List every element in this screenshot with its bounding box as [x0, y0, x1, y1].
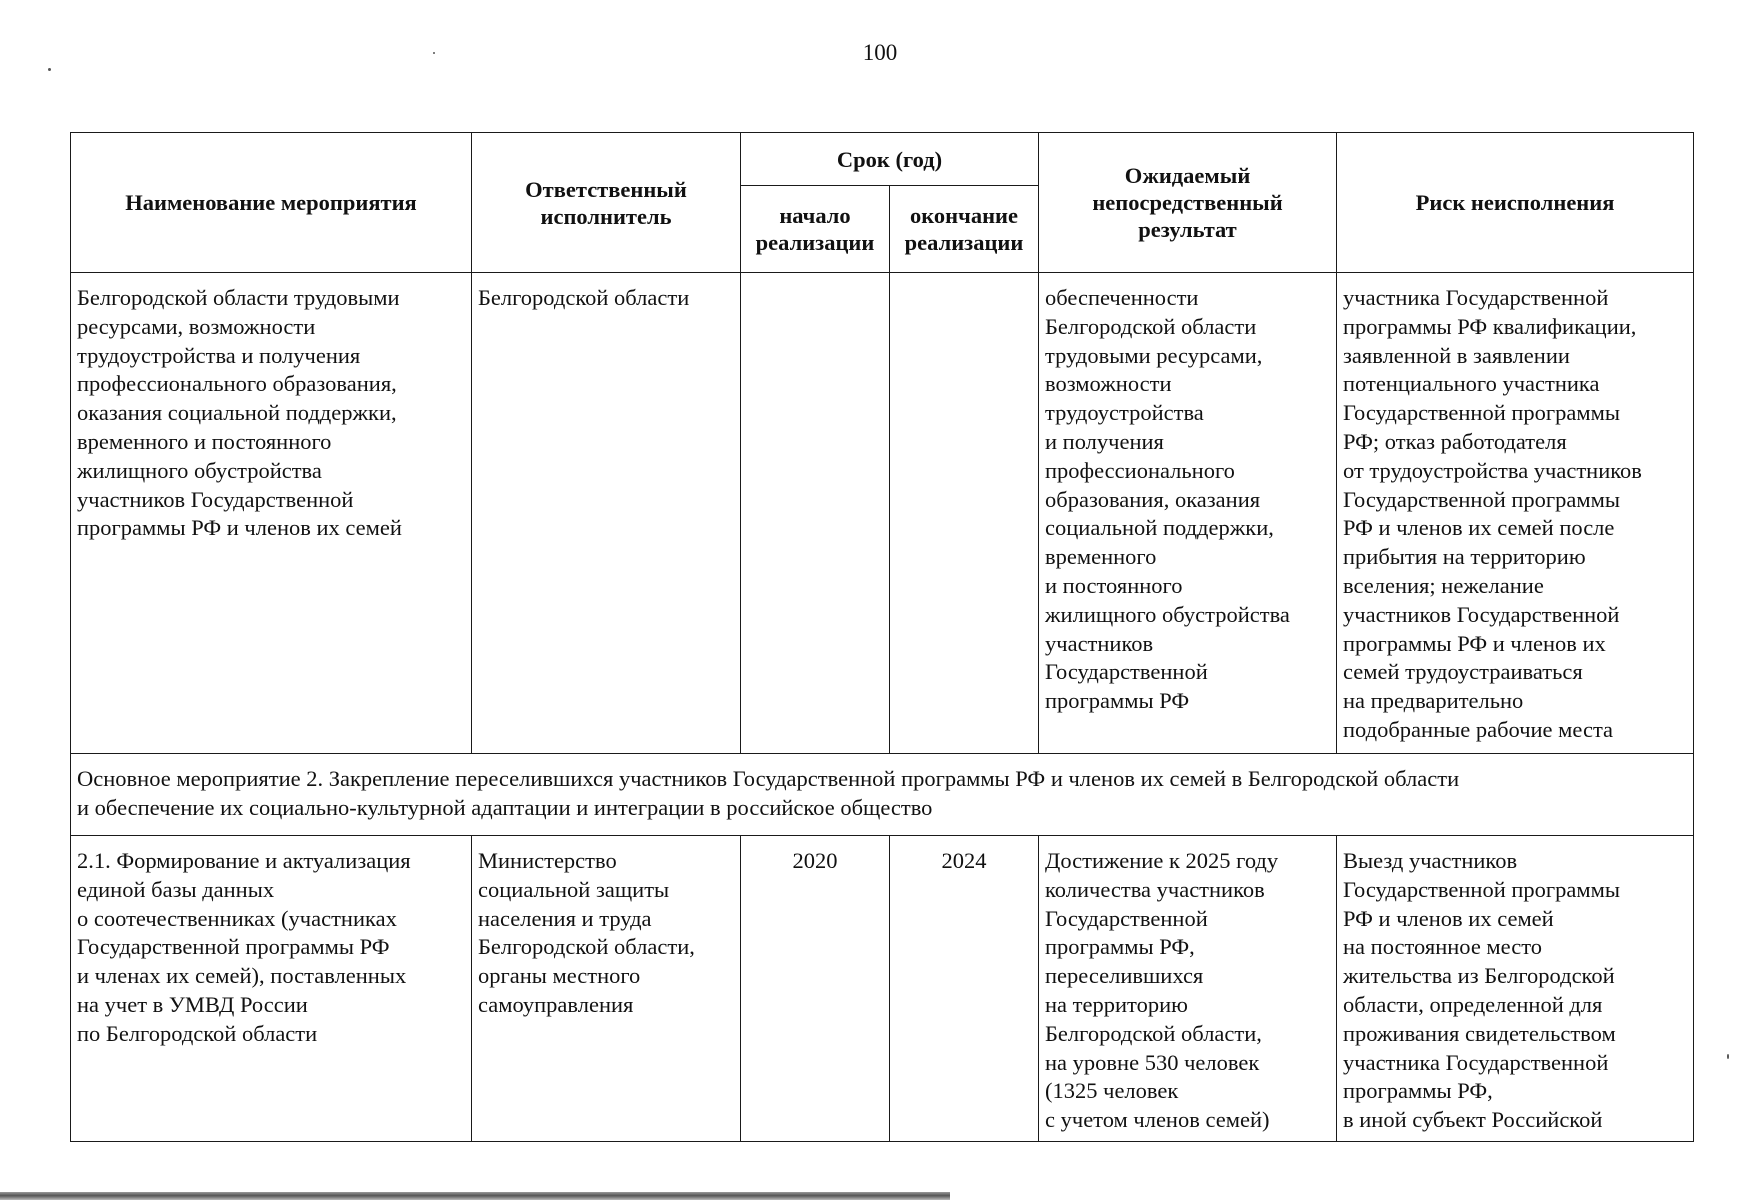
scan-speck — [433, 52, 435, 54]
activities-table — [70, 132, 1694, 1142]
cell-executor: Министерство социальной защиты населения и труда Белгородской области, органы местного самоуправления — [472, 836, 741, 1142]
header-name: Наименование мероприятия — [71, 133, 472, 273]
cell-result: обеспеченности Белгородской области трудовыми ресурсами, возможности трудоустройства и получения профессионального образования, оказания социальной поддержки, временного и постоянного жилищного обустройства участников Государственной программы РФ — [1039, 273, 1337, 754]
table-row — [71, 836, 1694, 1142]
header-row-1 — [71, 133, 1694, 186]
cell-name: Белгородской области трудовыми ресурсами, возможности трудоустройства и получения профессионального образования, оказания социальной поддержки, временного и постоянного жилищного обустройства участников Государственной программы РФ и членов их семей — [71, 273, 472, 754]
header-term: Срок (год) — [741, 133, 1039, 186]
cell-risk: участника Государственной программы РФ квалификации, заявленной в заявлении потенциального участника Государственной программы РФ; отказ работодателя от трудоустройства участников Государственной программы РФ и членов их семей после прибытия на территорию вселения; нежелание участников Государственной программы РФ и членов их семей трудоустраиваться на предварительно подобранные рабочие места — [1337, 273, 1694, 754]
main-activity-row — [71, 754, 1694, 836]
cell-end — [890, 273, 1039, 754]
cell-result: Достижение к 2025 году количества участников Государственной программы РФ, переселившихся на территорию Белгородской области, на уровне 530 человек (1325 человек с учетом членов семей) — [1039, 836, 1337, 1142]
scan-speck — [1727, 1054, 1729, 1059]
header-risk: Риск неисполнения — [1337, 133, 1694, 273]
main-activity-title: Основное мероприятие 2. Закрепление переселившихся участников Государственной программы РФ и членов их семей в Белгородской области и обеспечение их социально-культурной адаптации и интеграции в российское общество — [71, 754, 1694, 836]
cell-start — [741, 273, 890, 754]
cell-executor: Белгородской области — [472, 273, 741, 754]
scan-edge-line — [0, 1192, 950, 1200]
header-executor: Ответственный исполнитель — [472, 133, 741, 273]
scan-speck — [48, 68, 51, 71]
cell-name: 2.1. Формирование и актуализация единой базы данных о соотечественниках (участниках Государственной программы РФ и членах их семей), поставленных на учет в УМВД России по Белгородской области — [71, 836, 472, 1142]
header-start: начало реализации — [741, 186, 890, 273]
header-result: Ожидаемый непосредственный результат — [1039, 133, 1337, 273]
page-number: 100 — [862, 40, 898, 65]
header-end: окончание реализации — [890, 186, 1039, 273]
cell-end: 2024 — [890, 836, 1039, 1142]
table-row — [71, 273, 1694, 754]
cell-risk: Выезд участников Государственной программы РФ и членов их семей на постоянное место жительства из Белгородской области, определенной для проживания свидетельством участника Государственной программы РФ, в иной субъект Российской — [1337, 836, 1694, 1142]
cell-start: 2020 — [741, 836, 890, 1142]
